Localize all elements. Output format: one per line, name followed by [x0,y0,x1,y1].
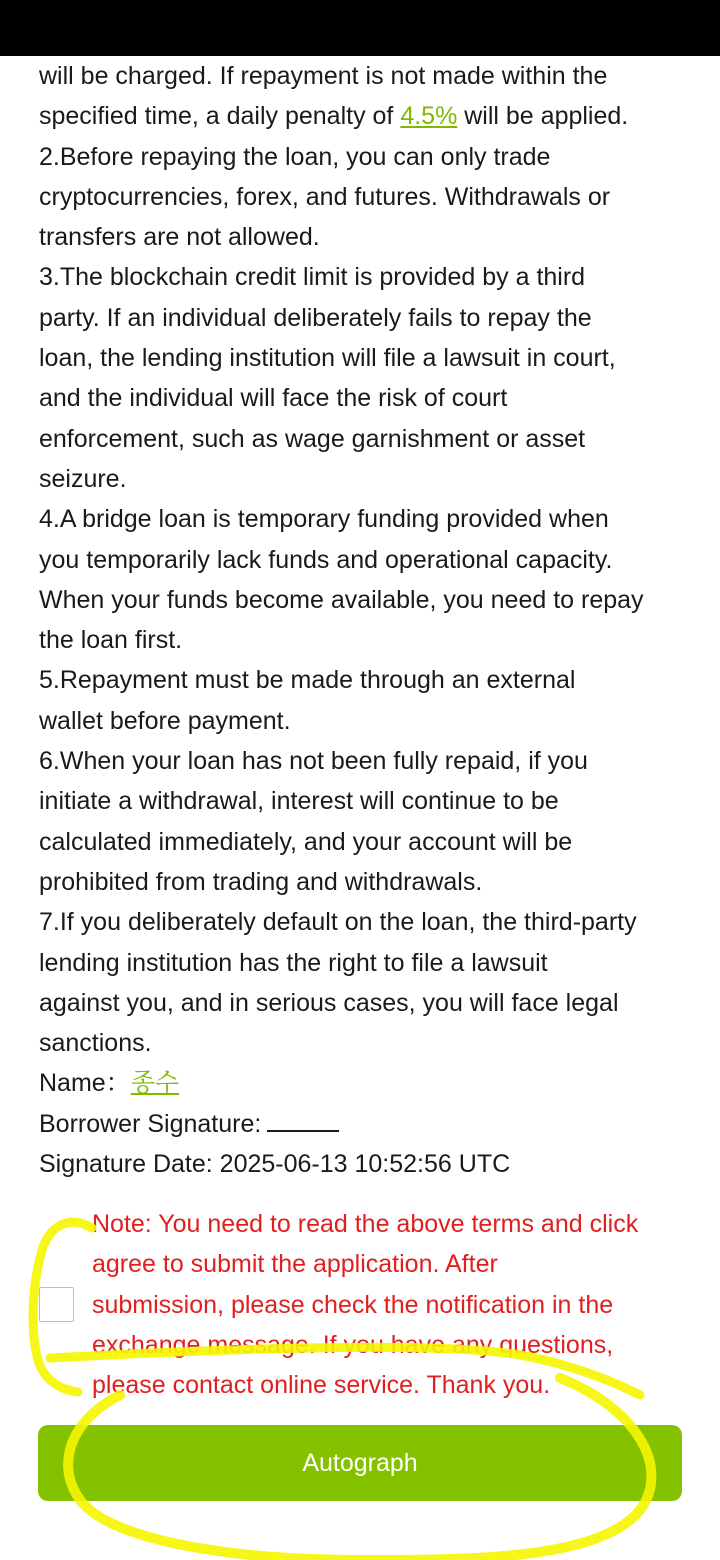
terms-line: 6.When your loan has not been fully repaid, if you [39,747,588,776]
terms-line: 7.If you deliberately default on the loan, the third-party [39,908,637,937]
terms-line: enforcement, such as wage garnishment or asset [39,424,586,453]
terms-line: seizure. [39,464,127,493]
note-line: agree to submit the application. After [92,1250,498,1279]
terms-line: When your funds become available, you need to repay [39,585,644,614]
signature-date-row [39,1144,699,1184]
terms-line: loan, the lending institution will file a lawsuit in court, [39,344,616,373]
terms-line: initiate a withdrawal, interest will continue to be [39,787,559,816]
status-bar [0,0,720,56]
terms-line: the loan first. [39,626,183,655]
terms-line: you temporarily lack funds and operational capacity. [39,545,613,574]
terms-line: 4.A bridge loan is temporary funding provided when [39,505,609,534]
terms-line: specified time, a daily penalty of 4.5% will be applied. [39,102,629,131]
terms-line: 5.Repayment must be made through an external [39,666,576,695]
terms-line: will be charged. If repayment is not made within the [39,62,608,90]
terms-line: transfers are not allowed. [39,223,320,252]
note-line: submission, please check the notification in the [92,1290,614,1319]
borrower-signature-row [39,1104,699,1144]
borrower-name-value[interactable]: 종수 [130,1069,179,1098]
signature-date-value: 2025-06-13 10:52:56 UTC [219,1150,511,1179]
signature-blank[interactable] [267,1116,339,1132]
note-line: Note: You need to read the above terms and click [92,1210,639,1238]
terms-line: against you, and in serious cases, you will face legal [39,988,619,1017]
terms-line: party. If an individual deliberately fails to repay the [39,303,592,332]
terms-line: calculated immediately, and your account will be [39,827,573,856]
terms-line: cryptocurrencies, forex, and futures. Withdrawals or [39,182,611,211]
terms-line: and the individual will face the risk of court [39,384,508,413]
terms-line: 2.Before repaying the loan, you can only trade [39,142,551,171]
penalty-rate-link[interactable]: 4.5% [400,102,458,131]
borrower-name-row [39,1063,699,1103]
autograph-button[interactable]: Autograph [38,1425,682,1501]
note-line: please contact online service. Thank you. [92,1371,551,1400]
agree-checkbox[interactable] [39,1287,74,1322]
terms-line: 3.The blockchain credit limit is provided by a third [39,263,586,292]
loan-terms-text [39,56,699,1184]
terms-line: prohibited from trading and withdrawals. [39,867,483,896]
signature-label: Borrower Signature: [39,1109,262,1138]
note-line: exchange message. If you have any questions, [92,1330,614,1359]
terms-line: wallet before payment. [39,706,291,735]
signature-date-label: Signature Date: [39,1150,220,1179]
name-label: Name： [39,1069,131,1098]
agreement-note [92,1204,692,1405]
terms-line: lending institution has the right to file a lawsuit [39,948,548,977]
terms-line: sanctions. [39,1029,152,1058]
